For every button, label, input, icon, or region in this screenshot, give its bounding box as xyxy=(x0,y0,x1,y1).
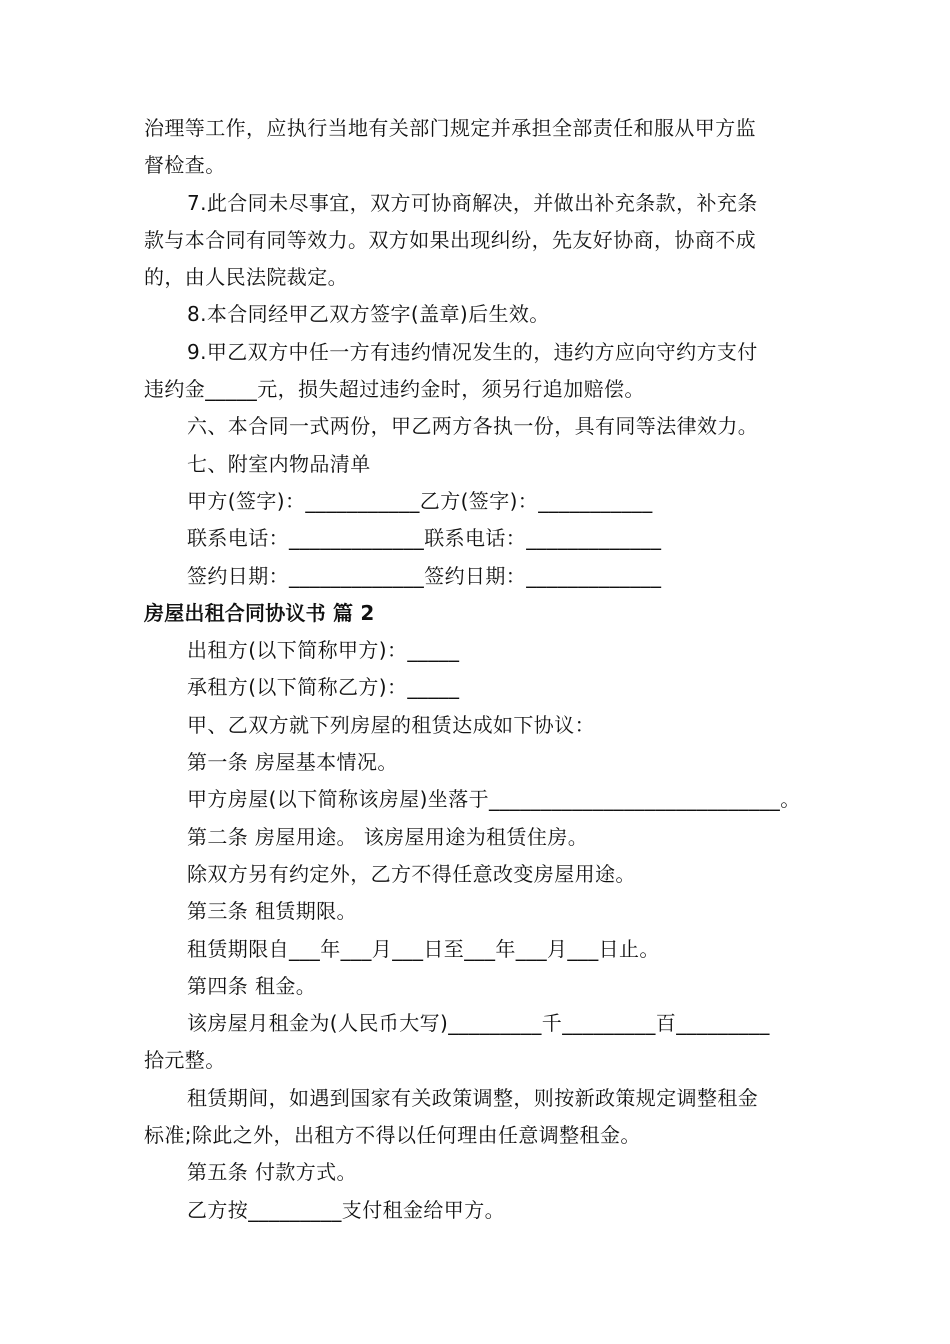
agreement-intro: 甲、乙双方就下列房屋的租赁达成如下协议： xyxy=(187,712,595,737)
section-six: 六、本合同一式两份，甲乙两方各执一份，具有同等法律效力。 xyxy=(187,414,759,439)
clause-9: 9.甲乙双方中任一方有违约情况发生的，违约方应向守约方支付 xyxy=(187,339,758,364)
article-4-title: 第四条 租金。 xyxy=(187,973,317,998)
clause-8: 8.本合同经甲乙双方签字(盖章)后生效。 xyxy=(187,302,550,327)
text-line: 拾元整。 xyxy=(144,1048,226,1073)
lessor-line: 出租方(以下简称甲方)：_____ xyxy=(187,638,460,663)
section-heading: 房屋出租合同协议书 篇 2 xyxy=(144,600,375,625)
text-line: 标准;除此之外，出租方不得以任何理由任意调整租金。 xyxy=(144,1123,641,1148)
article-2-title: 第二条 房屋用途。 该房屋用途为租赁住房。 xyxy=(187,824,589,849)
text-line: 违约金_____元，损失超过违约金时，须另行追加赔偿。 xyxy=(144,377,645,402)
article-1-title: 第一条 房屋基本情况。 xyxy=(187,750,398,775)
text-line: 款与本合同有同等效力。双方如果出现纠纷，先友好协商，协商不成 xyxy=(144,227,756,252)
text-line: 治理等工作，应执行当地有关部门规定并承担全部责任和服从甲方监 xyxy=(144,116,756,140)
article-3-title: 第三条 租赁期限。 xyxy=(187,899,357,924)
article-3-text: 租赁期限自___年___月___日至___年___月___日止。 xyxy=(187,936,660,961)
document-body xyxy=(144,110,834,1229)
signature-line: 甲方(签字)：___________乙方(签字)：___________ xyxy=(187,488,653,513)
article-5-text: 乙方按_________支付租金给甲方。 xyxy=(187,1197,505,1222)
text-line: 督检查。 xyxy=(144,153,226,178)
article-5-title: 第五条 付款方式。 xyxy=(187,1160,357,1185)
phone-line: 联系电话：_____________联系电话：_____________ xyxy=(187,526,662,551)
text-line: 的，由人民法院裁定。 xyxy=(144,265,348,290)
article-1-text: 甲方房屋(以下简称该房屋)坐落于____________________________。 xyxy=(187,787,801,812)
article-2-text: 除双方另有约定外，乙方不得任意改变房屋用途。 xyxy=(187,861,636,886)
date-line: 签约日期：_____________签约日期：_____________ xyxy=(187,563,662,588)
article-4-text: 该房屋月租金为(人民币大写)_________千_________百_________ xyxy=(187,1011,770,1036)
section-seven: 七、附室内物品清单 xyxy=(187,451,371,476)
clause-7: 7.此合同未尽事宜，双方可协商解决，并做出补充条款，补充条 xyxy=(187,190,758,215)
rent-adjustment: 租赁期间，如遇到国家有关政策调整，则按新政策规定调整租金 xyxy=(187,1085,759,1110)
lessee-line: 承租方(以下简称乙方)：_____ xyxy=(187,675,460,700)
